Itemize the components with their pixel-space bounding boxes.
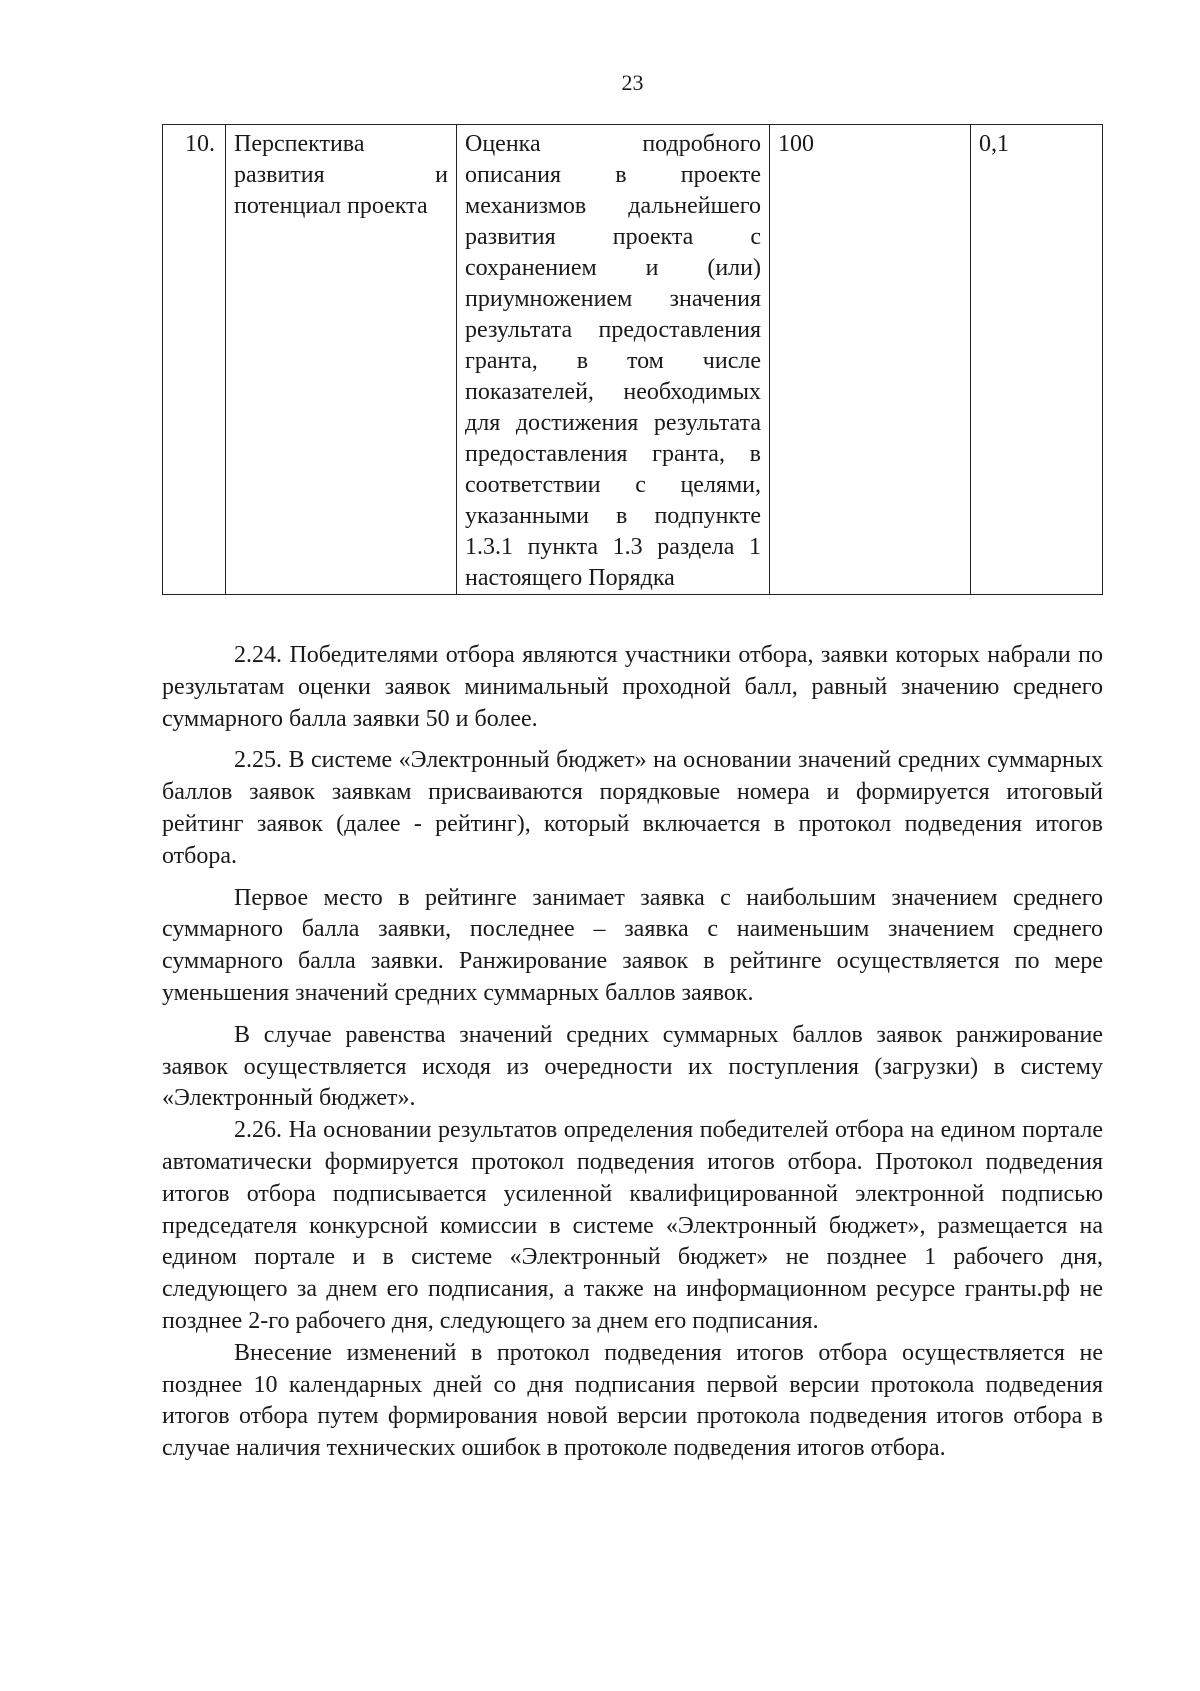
criterion-description: Оценка подробного описания в проекте механизмов дальнейшего развития проекта с сохранением и (или) приумножением значения результата предоставления гранта, в том числе показателей, необходимых для достижения результата предоставления гранта, в соответствии с целями, указанными в подпункте 1.3.1 пункта 1.3 раздела 1 настоящего Порядка [457,125,770,595]
criteria-table [162,124,1103,595]
body-text [162,640,1103,1465]
criterion-name: Перспектива развития и потенциал проекта [226,125,457,595]
paragraph-2-25: 2.25. В системе «Электронный бюджет» на основании значений средних суммарных баллов заявок заявкам присваиваются порядковые номера и формируется итоговый рейтинг заявок (далее - рейтинг), который включается в протокол подведения итогов отбора. [162,747,1103,869]
paragraph-2-24: 2.24. Победителями отбора являются участники отбора, заявки которых набрали по результатам оценки заявок минимальный проходной балл, равный значению среднего суммарного балла заявки 50 и более. [162,642,1103,732]
paragraph-equal-scores: В случае равенства значений средних суммарных баллов заявок ранжирование заявок осуществляется исходя из очередности их поступления (загрузки) в систему «Электронный бюджет». [162,1021,1103,1112]
paragraph-ranking-order: Первое место в рейтинге занимает заявка с наибольшим значением среднего суммарного балла заявки, последнее – заявка с наименьшим значением среднего суммарного балла заявки. Ранжирование заявок в рейтинге осуществляется по мере уменьшения значений средних суммарных баллов заявок. [162,884,1103,1006]
row-number: 10. [163,125,226,595]
page-number: 23 [621,70,644,95]
table-row [163,125,1103,595]
paragraph-2-26: 2.26. На основании результатов определения победителей отбора на едином портале автоматически формируется протокол подведения итогов отбора. Протокол подведения итогов отбора подписывается усиленной квалифицированной электронной подписью председателя конкурсной комиссии в системе «Электронный бюджет», размещается на едином портале и в системе «Электронный бюджет» не позднее 1 рабочего дня, следующего за днем его подписания, а также на информационном ресурсе гранты.рф не позднее 2-го рабочего дня, следующего за днем его подписания. [162,1117,1103,1334]
criterion-weight: 0,1 [971,125,1103,595]
paragraph-protocol-changes: Внесение изменений в протокол подведения итогов отбора осуществляется не позднее 10 календарных дней со дня подписания первой версии протокола подведения итогов отбора путем формирования новой версии протокола подведения итогов отбора в случае наличия технических ошибок в протоколе подведения итогов отбора. [162,1339,1103,1462]
criterion-max-score: 100 [770,125,971,595]
